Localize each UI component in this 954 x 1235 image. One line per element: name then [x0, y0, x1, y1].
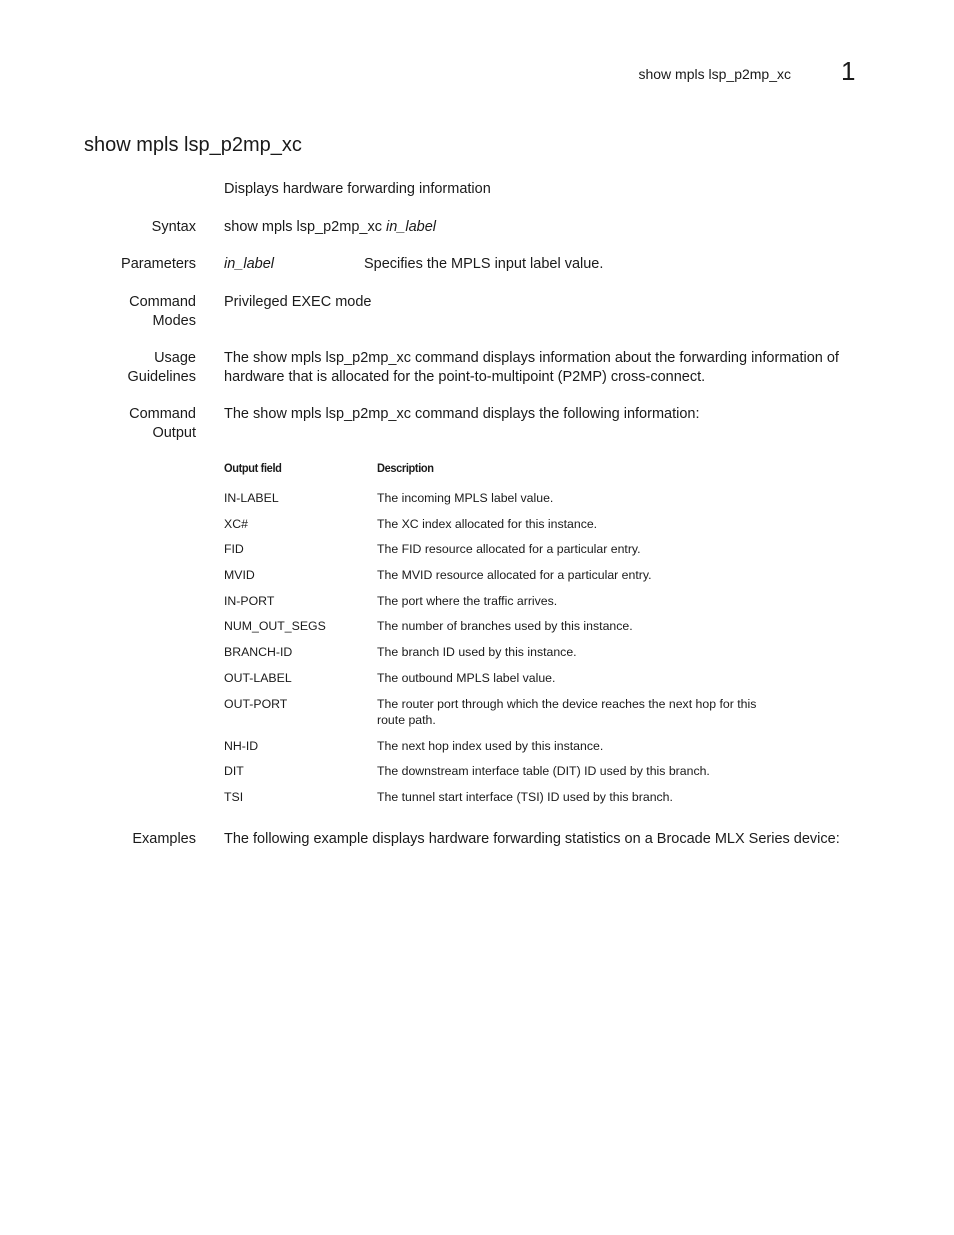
modes-label-line-2: Modes — [152, 312, 196, 329]
description-line-1: The router port through which the device reaches the next hop for this — [377, 697, 757, 711]
output-label-line-1: Command — [129, 406, 196, 422]
table-row-description: The port where the traffic arrives. — [377, 594, 558, 608]
table-row-description: The outbound MPLS label value. — [377, 671, 556, 685]
table-row-field: NH-ID — [224, 739, 259, 753]
table-row-field: BRANCH-ID — [224, 645, 293, 659]
syntax-label: Syntax — [151, 219, 196, 235]
usage-guidelines-label — [127, 349, 196, 386]
usage-label-line-2: Guidelines — [127, 368, 196, 385]
table-header-field: Output field — [224, 461, 282, 475]
table-row-description: The tunnel start interface (TSI) ID used by this branch. — [377, 790, 673, 804]
table-row-field: NUM_OUT_SEGS — [224, 619, 326, 633]
examples-label: Examples — [132, 831, 196, 847]
command-output-label — [129, 405, 196, 442]
table-row-description — [377, 696, 787, 728]
table-row-field: FID — [224, 542, 244, 556]
usage-line-1: The show mpls lsp_p2mp_xc command displays information about the forwarding information of — [224, 350, 839, 366]
table-row-field: DIT — [224, 764, 244, 778]
table-row-field: XC# — [224, 517, 248, 531]
table-row-description: The incoming MPLS label value. — [377, 491, 554, 505]
page-title: show mpls lsp_p2mp_xc — [84, 134, 302, 156]
table-row-description: The next hop index used by this instance. — [377, 739, 604, 753]
chapter-number: 1 — [841, 56, 856, 86]
table-row-description: The XC index allocated for this instance. — [377, 517, 598, 531]
parameters-label: Parameters — [121, 256, 196, 272]
table-row-description: The number of branches used by this instance. — [377, 619, 633, 633]
syntax-command: show mpls lsp_p2mp_xc — [224, 219, 386, 235]
modes-label-line-1: Command — [129, 294, 196, 310]
table-header-description: Description — [377, 461, 434, 475]
command-summary: Displays hardware forwarding information — [224, 181, 491, 197]
usage-label-line-1: Usage — [154, 350, 196, 366]
table-row-field: IN-LABEL — [224, 491, 279, 505]
parameter-description: Specifies the MPLS input label value. — [364, 256, 604, 272]
examples-text: The following example displays hardware forwarding statistics on a Brocade MLX Series device: — [224, 831, 840, 847]
table-row-field: OUT-LABEL — [224, 671, 292, 685]
table-row-field: IN-PORT — [224, 594, 275, 608]
usage-line-2: hardware that is allocated for the point-to-multipoint (P2MP) cross-connect. — [224, 368, 706, 385]
table-row-description: The branch ID used by this instance. — [377, 645, 577, 659]
syntax-line — [224, 218, 436, 237]
table-row-field: MVID — [224, 568, 255, 582]
command-modes-label — [129, 293, 196, 330]
output-label-line-2: Output — [152, 424, 196, 441]
description-line-2: route path. — [377, 713, 436, 727]
table-row-description: The downstream interface table (DIT) ID used by this branch. — [377, 764, 710, 778]
usage-guidelines-text — [224, 349, 839, 386]
table-row-description: The MVID resource allocated for a particular entry. — [377, 568, 652, 582]
table-row-field: TSI — [224, 790, 244, 804]
table-row-field: OUT-PORT — [224, 697, 288, 711]
command-output-text: The show mpls lsp_p2mp_xc command displays the following information: — [224, 406, 700, 422]
parameter-name: in_label — [224, 256, 274, 272]
command-modes-text: Privileged EXEC mode — [224, 294, 372, 310]
syntax-argument: in_label — [386, 219, 436, 235]
table-row-description: The FID resource allocated for a particular entry. — [377, 542, 641, 556]
running-title: show mpls lsp_p2mp_xc — [638, 66, 791, 82]
